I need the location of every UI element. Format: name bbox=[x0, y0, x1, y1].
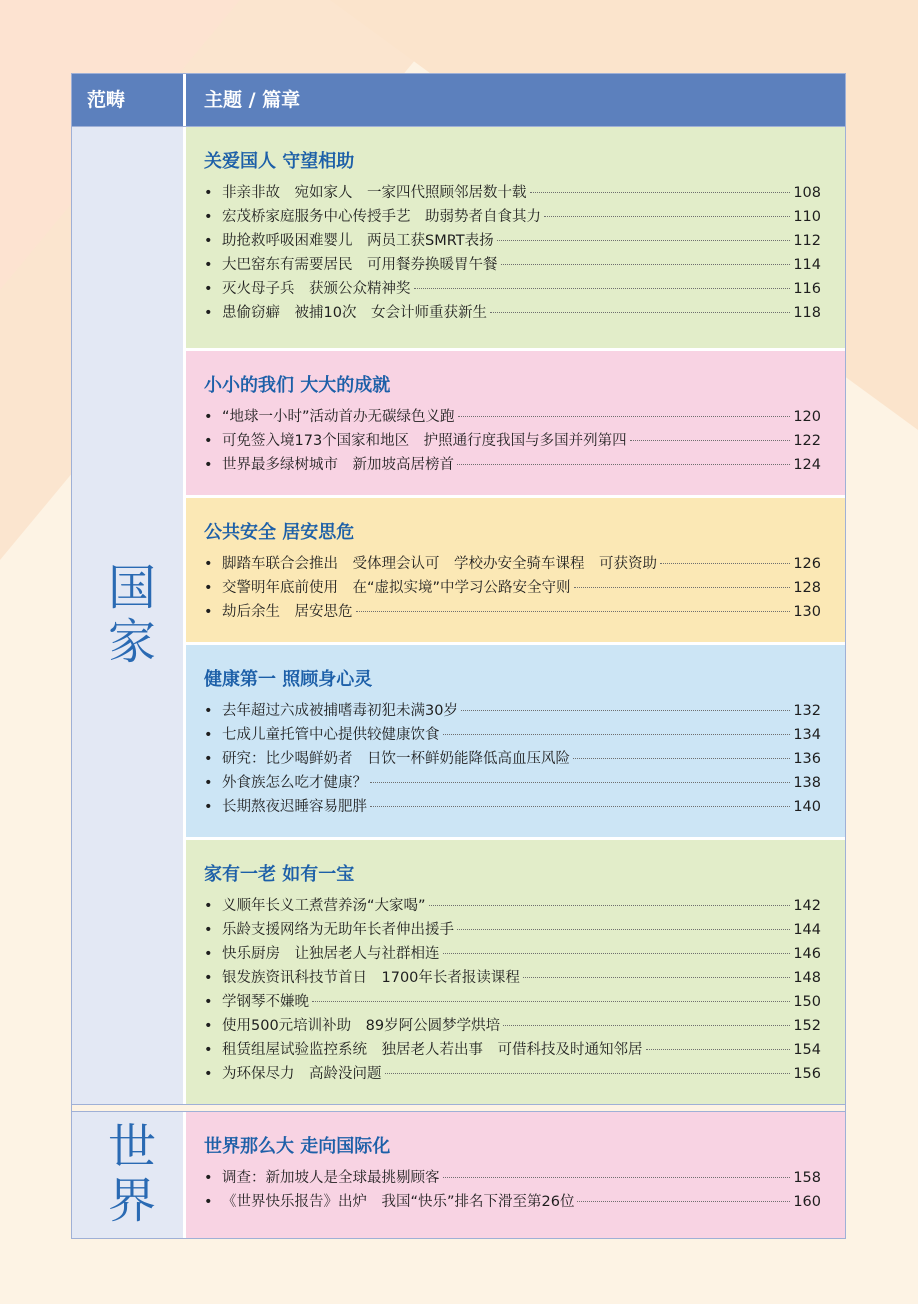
entry-title: 宏茂桥家庭服务中心传授手艺 助弱势者自食其力 bbox=[222, 209, 541, 225]
dot-leader bbox=[646, 1049, 791, 1050]
toc-entry[interactable] bbox=[204, 229, 821, 253]
entry-page: 136 bbox=[793, 751, 821, 767]
toc-entry[interactable] bbox=[204, 1014, 821, 1038]
entry-page: 114 bbox=[793, 257, 821, 273]
dot-leader bbox=[443, 1177, 791, 1178]
entry-title: 快乐厨房 让独居老人与社群相连 bbox=[222, 946, 440, 962]
toc-entry[interactable] bbox=[204, 552, 821, 576]
dot-leader bbox=[501, 264, 791, 265]
entry-page: 128 bbox=[793, 580, 821, 596]
entry-title: 义顺年长义工煮营养汤“大家喝” bbox=[222, 898, 426, 914]
dot-leader bbox=[356, 611, 791, 612]
bullet: • bbox=[204, 604, 213, 620]
entry-title: 非亲非故 宛如家人 一家四代照顾邻居数十载 bbox=[222, 185, 527, 201]
entry-title: 患偷窃癖 被捕10次 女会计师重获新生 bbox=[222, 305, 487, 321]
bullet: • bbox=[204, 580, 213, 596]
dot-leader bbox=[573, 758, 790, 759]
toc-entry[interactable] bbox=[204, 894, 821, 918]
toc-entry[interactable] bbox=[204, 301, 821, 325]
entry-title: 调查：新加坡人是全球最挑剔顾客 bbox=[222, 1170, 440, 1186]
toc-entry[interactable] bbox=[204, 990, 821, 1014]
dot-leader bbox=[457, 464, 790, 465]
dot-leader bbox=[574, 587, 791, 588]
entry-page: 134 bbox=[793, 727, 821, 743]
section bbox=[186, 1112, 845, 1238]
toc-entry[interactable] bbox=[204, 429, 821, 453]
dot-leader bbox=[530, 192, 791, 193]
dot-leader bbox=[370, 806, 790, 807]
entry-page: 138 bbox=[793, 775, 821, 791]
dot-leader bbox=[458, 416, 791, 417]
entry-title: 研究：比少喝鲜奶者 日饮一杯鲜奶能降低高血压风险 bbox=[222, 751, 570, 767]
section-list bbox=[186, 127, 845, 1104]
section-title: 关爱国人 守望相助 bbox=[204, 151, 355, 172]
entry-page: 132 bbox=[793, 703, 821, 719]
entry-title: 可免签入境173个国家和地区 护照通行度我国与多国并列第四 bbox=[222, 433, 627, 449]
entry-page: 130 bbox=[793, 604, 821, 620]
toc-entry[interactable] bbox=[204, 1038, 821, 1062]
bullet: • bbox=[204, 233, 213, 249]
entry-page: 146 bbox=[793, 946, 821, 962]
toc-entry[interactable] bbox=[204, 918, 821, 942]
bullet: • bbox=[204, 209, 213, 225]
section bbox=[186, 348, 845, 495]
bullet: • bbox=[204, 922, 213, 938]
dot-leader bbox=[457, 929, 790, 930]
entry-page: 118 bbox=[793, 305, 821, 321]
dot-leader bbox=[312, 1001, 790, 1002]
bullet: • bbox=[204, 703, 213, 719]
toc-entry[interactable] bbox=[204, 1190, 821, 1214]
entry-page: 160 bbox=[793, 1194, 821, 1210]
section-title: 健康第一 照顾身心灵 bbox=[204, 669, 373, 690]
entry-title: 外食族怎么吃才健康？ bbox=[222, 775, 367, 791]
dot-leader bbox=[414, 288, 791, 289]
toc-entry[interactable] bbox=[204, 181, 821, 205]
entry-page: 154 bbox=[793, 1042, 821, 1058]
group-country bbox=[72, 126, 845, 1104]
bullet: • bbox=[204, 799, 213, 815]
section-title: 家有一老 如有一宝 bbox=[204, 864, 355, 885]
header-category: 范畴 bbox=[72, 74, 186, 126]
entry-title: 租赁组屋试验监控系统 独居老人若出事 可借科技及时通知邻居 bbox=[222, 1042, 643, 1058]
bullet: • bbox=[204, 457, 213, 473]
dot-leader bbox=[660, 563, 790, 564]
category-label: 国家 bbox=[99, 561, 156, 670]
entry-page: 122 bbox=[793, 433, 821, 449]
entry-page: 108 bbox=[793, 185, 821, 201]
header-topic: 主题 / 篇章 bbox=[204, 89, 301, 111]
entry-page: 140 bbox=[793, 799, 821, 815]
entry-page: 158 bbox=[793, 1170, 821, 1186]
bullet: • bbox=[204, 970, 213, 986]
entry-page: 150 bbox=[793, 994, 821, 1010]
toc-entry[interactable] bbox=[204, 205, 821, 229]
bullet: • bbox=[204, 946, 213, 962]
toc-entry[interactable] bbox=[204, 942, 821, 966]
section-title: 公共安全 居安思危 bbox=[204, 522, 355, 543]
entry-title: 乐龄支援网络为无助年长者伸出援手 bbox=[222, 922, 454, 938]
section bbox=[186, 642, 845, 837]
entry-page: 156 bbox=[793, 1066, 821, 1082]
entry-title: 《世界快乐报告》出炉 我国“快乐”排名下滑至第26位 bbox=[222, 1194, 575, 1210]
bullet: • bbox=[204, 775, 213, 791]
toc-entry[interactable] bbox=[204, 277, 821, 301]
bullet: • bbox=[204, 1170, 213, 1186]
toc-entry[interactable] bbox=[204, 747, 821, 771]
entry-page: 120 bbox=[793, 409, 821, 425]
entry-page: 152 bbox=[793, 1018, 821, 1034]
entry-title: 为环保尽力 高龄没问题 bbox=[222, 1066, 382, 1082]
entry-title: 去年超过六成被捕嗜毒初犯未满30岁 bbox=[222, 703, 458, 719]
entry-title: 助抢救呼吸困难婴儿 两员工获SMRT表扬 bbox=[222, 233, 494, 249]
group-gap bbox=[72, 1104, 845, 1111]
entry-page: 148 bbox=[793, 970, 821, 986]
entry-page: 112 bbox=[793, 233, 821, 249]
section-title: 世界那么大 走向国际化 bbox=[204, 1136, 391, 1157]
toc-entry[interactable] bbox=[204, 795, 821, 819]
entry-page: 116 bbox=[793, 281, 821, 297]
dot-leader bbox=[630, 440, 791, 441]
section bbox=[186, 837, 845, 1104]
bullet: • bbox=[204, 1042, 213, 1058]
entry-title: 使用500元培训补助 89岁阿公圆梦学烘培 bbox=[222, 1018, 501, 1034]
entry-page: 142 bbox=[793, 898, 821, 914]
group-world bbox=[72, 1111, 845, 1238]
dot-leader bbox=[461, 710, 790, 711]
section-title: 小小的我们 大大的成就 bbox=[204, 375, 391, 396]
bullet: • bbox=[204, 556, 213, 572]
bullet: • bbox=[204, 727, 213, 743]
entry-title: 脚踏车联合会推出 受体理会认可 学校办安全骑车课程 可获资助 bbox=[222, 556, 657, 572]
dot-leader bbox=[503, 1025, 790, 1026]
toc-entry[interactable] bbox=[204, 966, 821, 990]
bullet: • bbox=[204, 257, 213, 273]
toc-entry[interactable] bbox=[204, 576, 821, 600]
bullet: • bbox=[204, 305, 213, 321]
entry-title: 七成儿童托管中心提供较健康饮食 bbox=[222, 727, 440, 743]
entry-title: 长期熬夜迟睡容易肥胖 bbox=[222, 799, 367, 815]
bullet: • bbox=[204, 409, 213, 425]
entry-page: 110 bbox=[793, 209, 821, 225]
bullet: • bbox=[204, 1018, 213, 1034]
toc-entry[interactable] bbox=[204, 1062, 821, 1086]
section-list bbox=[186, 1112, 845, 1238]
table-of-contents bbox=[71, 73, 846, 1239]
entry-page: 126 bbox=[793, 556, 821, 572]
entry-page: 144 bbox=[793, 922, 821, 938]
toc-entry[interactable] bbox=[204, 771, 821, 795]
category-label: 世界 bbox=[99, 1121, 156, 1229]
bullet: • bbox=[204, 1194, 213, 1210]
entry-title: 世界最多绿树城市 新加坡高居榜首 bbox=[222, 457, 454, 473]
category-column bbox=[72, 1112, 186, 1238]
toc-entry[interactable] bbox=[204, 723, 821, 747]
bullet: • bbox=[204, 1066, 213, 1082]
bullet: • bbox=[204, 994, 213, 1010]
toc-entry[interactable] bbox=[204, 253, 821, 277]
bullet: • bbox=[204, 751, 213, 767]
toc-entry[interactable] bbox=[204, 453, 821, 477]
bullet: • bbox=[204, 433, 213, 449]
dot-leader bbox=[497, 240, 791, 241]
category-column bbox=[72, 127, 186, 1104]
section bbox=[186, 127, 845, 348]
toc-entry[interactable] bbox=[204, 699, 821, 723]
bullet: • bbox=[204, 898, 213, 914]
bullet: • bbox=[204, 281, 213, 297]
dot-leader bbox=[523, 977, 790, 978]
dot-leader bbox=[577, 1201, 790, 1202]
dot-leader bbox=[385, 1073, 791, 1074]
dot-leader bbox=[370, 782, 790, 783]
entry-title: 学钢琴不嫌晚 bbox=[222, 994, 309, 1010]
dot-leader bbox=[429, 905, 791, 906]
entry-title: 灭火母子兵 获颁公众精神奖 bbox=[222, 281, 411, 297]
entry-title: 银发族资讯科技节首日 1700年长者报读课程 bbox=[222, 970, 520, 986]
entry-title: 劫后余生 居安思危 bbox=[222, 604, 353, 620]
dot-leader bbox=[490, 312, 790, 313]
entry-page: 124 bbox=[793, 457, 821, 473]
dot-leader bbox=[443, 953, 791, 954]
entry-title: 大巴窑东有需要居民 可用餐券换暖胃午餐 bbox=[222, 257, 498, 273]
dot-leader bbox=[443, 734, 791, 735]
bullet: • bbox=[204, 185, 213, 201]
dot-leader bbox=[544, 216, 790, 217]
toc-entry[interactable] bbox=[204, 1166, 821, 1190]
section bbox=[186, 495, 845, 642]
toc-header bbox=[72, 74, 845, 126]
toc-entry[interactable] bbox=[204, 405, 821, 429]
entry-title: “地球一小时”活动首办无碳绿色义跑 bbox=[222, 409, 455, 425]
toc-entry[interactable] bbox=[204, 600, 821, 624]
entry-title: 交警明年底前使用 在“虚拟实境”中学习公路安全守则 bbox=[222, 580, 571, 596]
